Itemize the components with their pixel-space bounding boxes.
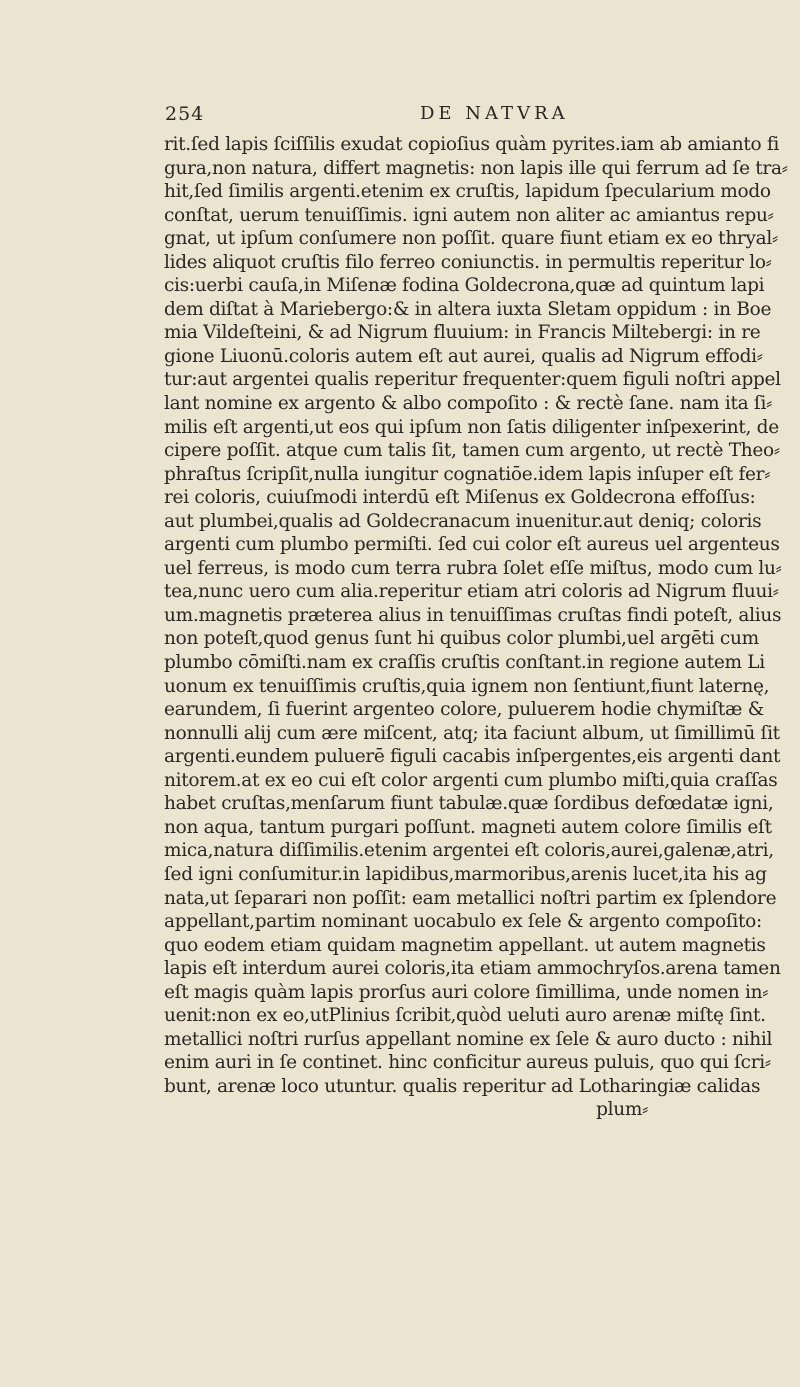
text-line: metallici noſtri rurſus appellant nomine ex ſele & auro ducto : nihil: [164, 1028, 773, 1050]
page-number: 254: [165, 103, 205, 125]
text-line: appellant,partim nominant uocabulo ex ſele & argento compoſito:: [164, 911, 762, 933]
text-line: ſed igni conſumitur.in lapidibus,marmoribus,arenis lucet,ita his ag: [164, 863, 767, 885]
text-line: uel ferreus, is modo cum terra rubra ſolet eſſe miſtus, modo cum lu⸗: [164, 557, 782, 579]
text-line: habet cruſtas,menſarum fiunt tabulæ.quæ ſordibus defœdatæ igni,: [164, 793, 774, 815]
text-line: nonnulli alij cum ære miſcent, atq; ita faciunt album, ut ſimillimū ſit: [164, 722, 780, 744]
text-line: dem diſtat à Mariebergo:& in altera iuxta Sletam oppidum : in Boe: [164, 298, 772, 320]
text-line: eſt magis quàm lapis prorſus auri colore ſimillima, unde nomen in⸗: [164, 981, 769, 1003]
text-line: aut plumbei,qualis ad Goldecranacum inuenitur.aut deniq; coloris: [164, 510, 762, 532]
page-header: [165, 103, 645, 129]
text-line: non poteſt,quod genus ſunt hi quibus color plumbi,uel argēti cum: [164, 628, 759, 650]
text-line: plumbo cōmiſti.nam ex craſſis cruſtis conſtant.in regione autem Li: [164, 652, 765, 674]
text-line: uenit:non ex eo,utPlinius ſcribit,quòd ueluti auro arenæ miſtę ſint.: [164, 1005, 766, 1027]
text-line: mica,natura diſſimilis.etenim argentei eſt coloris,aurei,galenæ,atri,: [164, 840, 774, 862]
text-line: gnat, ut ipſum conſumere non poſſit. quare fiunt etiam ex eo thryal⸗: [164, 228, 778, 250]
text-line: milis eſt argenti,ut eos qui ipſum non ſatis diligenter inſpexerint, de: [164, 416, 779, 438]
text-line: enim auri in ſe continet. hinc conficitur aureus puluis, quo qui ſcri⸗: [164, 1052, 771, 1074]
text-line: conſtat, uerum tenuiſſimis. igni autem non aliter ac amiantus repu⸗: [164, 204, 774, 226]
text-line: rei coloris, cuiuſmodi interdū eſt Miſenus ex Goldecrona effoſſus:: [164, 487, 756, 509]
text-line: cipere poſſit. atque cum talis ſit, tamen cum argento, ut rectè Theo⸗: [164, 440, 780, 462]
text-line: gione Liuonū.coloris autem eſt aut aurei, qualis ad Nigrum effodi⸗: [164, 345, 763, 367]
text-line: lides aliquot cruſtis filo ferreo coniunctis. in permultis reperitur lo⸗: [164, 251, 772, 273]
text-line: gura,non natura, differt magnetis: non lapis ille qui ferrum ad ſe tra⸗: [164, 157, 788, 179]
text-line: rit.ſed lapis ſciſſilis exudat copioſius quàm pyrites.iam ab amianto fi: [164, 134, 780, 155]
text-line: nitorem.at ex eo cui eſt color argenti cum plumbo miſti,quia craſſas: [164, 769, 778, 791]
text-line: hit,ſed ſimilis argenti.etenim ex cruſtis, lapidum ſpecularium modo: [164, 181, 771, 203]
text-line: lapis eſt interdum aurei coloris,ita etiam ammochryſos.arena tamen: [164, 958, 781, 980]
text-line: tea,nunc uero cum alia.reperitur etiam atri coloris ad Nigrum fluui⸗: [164, 581, 779, 603]
running-head: DE NATVRA: [420, 103, 569, 124]
text-line: cis:uerbi cauſa,in Miſenæ fodina Goldecrona,quæ ad quintum lapi: [164, 275, 765, 297]
text-line: non aqua, tantum purgari poſſunt. magneti autem colore ſimilis eſt: [164, 816, 772, 838]
text-line: lant nomine ex argento & albo compoſito : & rectè ſane. nam ita ſi⸗: [164, 393, 772, 415]
body-text: [164, 133, 788, 1122]
catchword: plum⸗: [596, 1099, 648, 1121]
text-line: mia Vildeſteini, & ad Nigrum fluuium: in Francis Miltebergi: in re: [164, 322, 761, 344]
text-line: earundem, ſi fuerint argenteo colore, puluerem hodie chymiſtæ &: [164, 699, 764, 721]
text-line: bunt, arenæ loco utuntur. qualis reperitur ad Lotharingiæ calidas: [164, 1075, 761, 1097]
text-line: nata,ut ſeparari non poſſit: eam metallici noſtri partim ex ſplendore: [164, 887, 777, 909]
text-line: tur:aut argentei qualis reperitur frequenter:quem figuli noſtri appel: [164, 369, 781, 391]
text-line: uonum ex tenuiſſimis cruſtis,quia ignem non ſentiunt,fiunt laternę,: [164, 675, 770, 697]
text-line: argenti.eundem puluerē figuli cacabis inſpergentes,eis argenti dant: [164, 746, 781, 768]
text-line: argenti cum plumbo permiſti. ſed cui color eſt aureus uel argenteus: [164, 534, 780, 556]
text-line: phraſtus ſcripſit,nulla iungitur cognatiōe.idem lapis inſuper eſt fer⸗: [164, 463, 771, 485]
text-line: um.magnetis præterea alius in tenuiſſimas cruſtas findi poteſt, alius: [164, 604, 782, 626]
text-line: quo eodem etiam quidam magnetim appellant. ut autem magnetis: [164, 934, 766, 956]
